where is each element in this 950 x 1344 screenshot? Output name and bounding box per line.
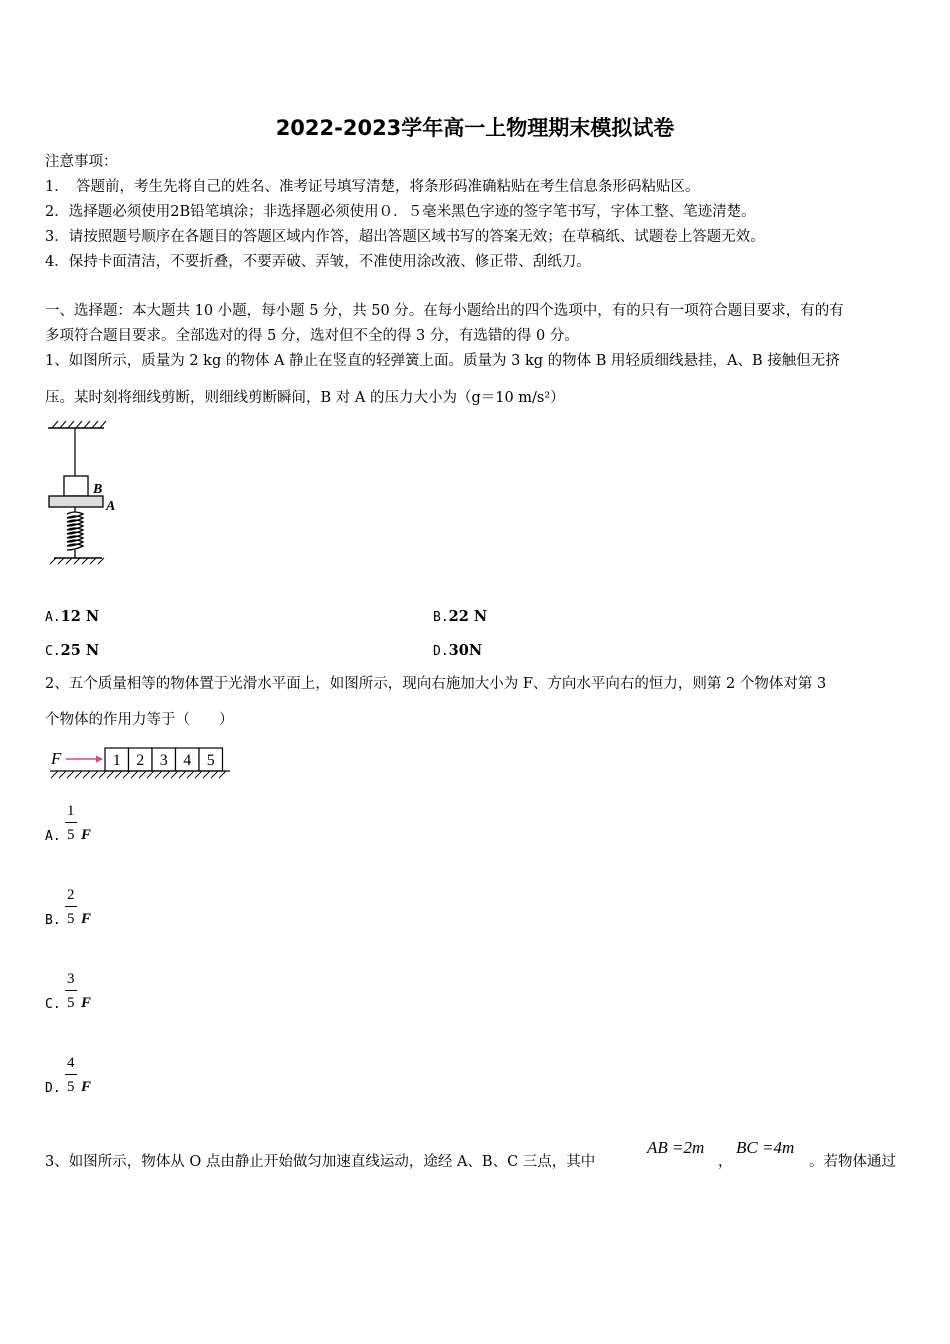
q2-option-a[interactable]: 1 A. 5 F	[45, 803, 92, 844]
notice-item-4: 4．保持卡面清洁，不要折叠，不要弄破、弄皱，不准使用涂改液、修正带、刮纸刀。	[45, 254, 591, 270]
q3-bc-expression: BC =4m	[736, 1138, 795, 1157]
q2-option-d[interactable]: 4 D. 5 F	[45, 1055, 92, 1096]
surface-hatch	[51, 771, 226, 778]
label-b: B	[93, 482, 103, 497]
ceiling-hatch	[52, 421, 106, 428]
q1-option-b[interactable]: B.22 N	[433, 608, 488, 625]
spring	[67, 507, 83, 558]
q2-option-c[interactable]: 3 C. 5 F	[45, 971, 92, 1012]
block-label-1: 1	[112, 752, 121, 769]
fraction-bar	[65, 906, 77, 907]
question-1-line2: 压。某时刻将细线剪断，则细线剪断瞬间，B 对 A 的压力大小为（g＝10 m/s²）	[45, 390, 565, 406]
block-label-4: 4	[183, 752, 192, 769]
page-title: 2022-2023学年高一上物理期末模拟试卷	[275, 116, 675, 140]
notice-item-1: 1． 答题前，考生先将自己的姓名、准考证号填写清楚，将条形码准确粘贴在考生信息条形码粘贴区。	[45, 179, 700, 195]
block-label-3: 3	[159, 752, 168, 769]
block-a	[49, 496, 103, 507]
question-1-line1: 1、如图所示，质量为 2 kg 的物体 A 静止在竖直的轻弹簧上面。质量为 3 kg 的物体 B 用轻质细线悬挂，A、B 接触但无挤	[45, 353, 840, 369]
label-a: A	[106, 499, 116, 514]
q1-option-a[interactable]: A.12 N	[45, 608, 100, 625]
fraction-bar	[65, 990, 77, 991]
five-blocks-figure	[46, 744, 234, 780]
question-3-text: 3、如图所示，物体从 O 点由静止开始做匀加速直线运动，途经 A、B、C 三点，其中	[45, 1154, 596, 1170]
section-instructions-line2: 多项符合题目要求。全部选对的得 5 分，选对但不全的得 3 分，有选错的得 0 分。	[45, 328, 579, 344]
q1-option-d[interactable]: D.30N	[433, 642, 483, 659]
question-2-line2: 个物体的作用力等于（ ）	[45, 712, 234, 728]
block-b	[64, 476, 88, 496]
q2-option-b[interactable]: 2 B. 5 F	[45, 887, 92, 928]
block-label-5: 5	[206, 752, 215, 769]
section-instructions-line1: 一、选择题：本大题共 10 小题，每小题 5 分，共 50 分。在每小题给出的四个选项中，有的只有一项符合题目要求，有的有	[45, 303, 844, 319]
question-2-line1: 2、五个质量相等的物体置于光滑水平面上，如图所示，现向右施加大小为 F、方向水平向右的恒力，则第 2 个物体对第 3	[45, 676, 827, 692]
block-row	[105, 748, 223, 771]
q3-separator: ，	[718, 1154, 733, 1170]
q3-tail: 。若物体通过	[809, 1154, 896, 1170]
force-arrow-head	[96, 756, 103, 763]
force-label: F	[51, 749, 62, 768]
q3-ab-expression: AB =2m	[647, 1138, 705, 1157]
q1-option-c[interactable]: C.25 N	[45, 642, 100, 659]
notice-item-2: 2．选择题必须使用2B铅笔填涂；非选择题必须使用０．５毫米黑色字迹的签字笔书写，字体工整、笔迹清楚。	[45, 204, 756, 220]
ground-hatch	[50, 558, 104, 564]
fraction-bar	[65, 1074, 77, 1075]
block-label-2: 2	[136, 752, 145, 769]
fraction-bar	[65, 822, 77, 823]
spring-block-figure	[40, 418, 120, 568]
notice-item-3: 3．请按照题号顺序在各题目的答题区域内作答，超出答题区域书写的答案无效；在草稿纸、试题卷上答题无效。	[45, 229, 765, 245]
notice-heading: 注意事项：	[45, 154, 118, 170]
